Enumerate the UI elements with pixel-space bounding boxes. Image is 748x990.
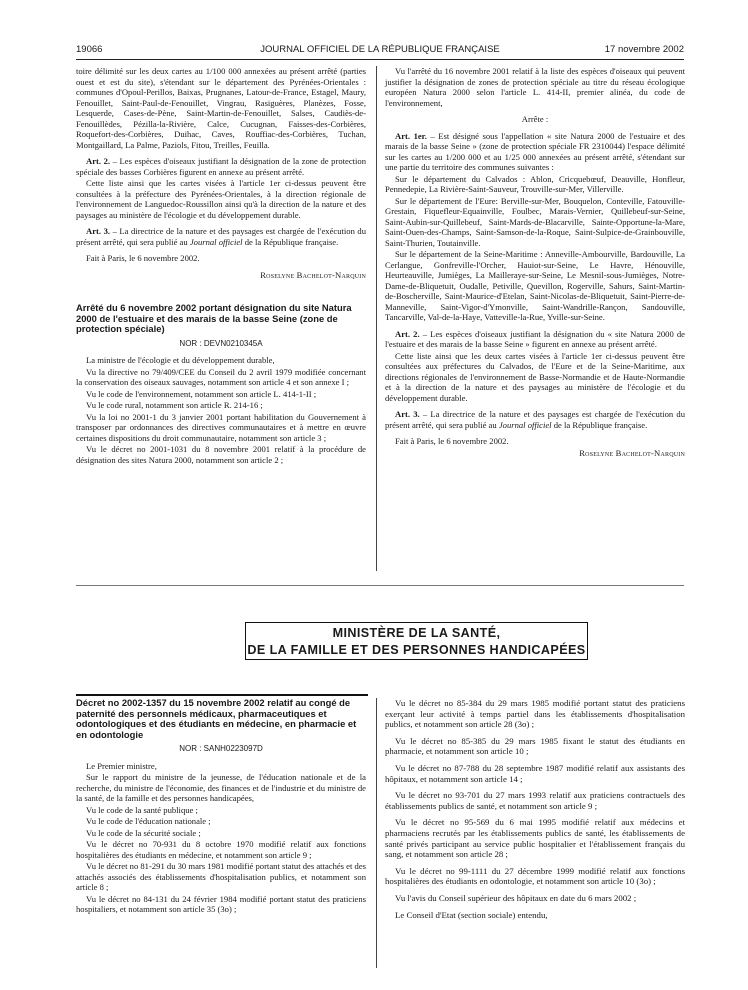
article-label: Art. 3. [86,226,111,236]
visa: Vu le code de la santé publique ; [86,804,198,815]
paragraph: Le Premier ministre, [86,760,157,771]
paragraph: Cette liste ainsi que les cartes visées à l'article 1er ci-dessus peuvent être consultées à la préfecture des Pyrénées-Orientales, à la direction régionale de l'environnement de Languedoc-Roussillon ainsi qu'à la direction de la nature et des paysages au ministère de l'écologie et du développement durable. [76,178,366,220]
article-text: – Est désigné sous l'appellation « site Natura 2000 de l'estuaire et des marais de la basse Seine » (zone de protection spéciale FR 2310044) l'espace délimité sur les cartes au 1/200 000 et au 1/25 000 annexées au présent arrêté, s'étendant sur une partie du territoire des communes suivantes : [385,130,685,172]
arrete-heading: Arrête : [521,114,549,124]
visa: Vu le décret no 87-788 du 28 septembre 1987 modifié relatif aux assistants des hôpitaux, et notamment son article 14 ; [385,762,685,784]
paragraph: toire délimité sur les deux cartes au 1/100 000 annexées au présent arrêté (parties ouest et est du site), s'étendant sur le département des Pyrénées-Orientales : communes d'Opoul-Perillos, Baixas, Prugnanes, Latour-de-France, Estagel, Maury, Fenouillet, Saint-Paul-de-Fenouillet, Vingrau, Rasiguères, Planèzes, Fosse, Lesquerde, Cases-de-Pène, Saint-Martin-de-Fenouillet, Salses, Caudiès-de-Fenouillèdes, Pézilla-la-Rivière, Calce, Cucugnan, Faisses-des-Corbières, Roquefort-des-Corbières, Duihac, Caves, Rouffiac-des-Corbières, Tuchan, Montgaillard, La Palme, Paziols, Fitou, Treilles, Feuilla. [76,66,366,150]
visa: Vu l'arrêté du 16 novembre 2001 relatif à la liste des espèces d'oiseaux qui peuvent justifier la désignation de zones de protection spéciale au titre du réseau écologique européen Natura 2000 selon l'article L. 414-II, premier alinéa, du code de l'environnement, [385,66,685,108]
done-at: Fait à Paris, le 6 novembre 2002. [395,436,509,446]
department-eure: Sur le département de l'Eure: Berville-sur-Mer, Bouquelon, Conteville, Fatouville-Grestain, Fiquefleur-Equainville, Foulbec, Marais-Vernier, Quillebeuf-sur-Seine, Saint-Aubin-sur-Quillebeuf, Saint-Mards-de-Blacarville, Sainte-Opportune-la-Mare, Saint-Ouen-des-Champs, Saint-Samson-de-la-Roque, Saint-Sulpice-de-Grainbouville, Saint-Thurien, Toutainville. [385,195,685,248]
visa: Vu le décret no 2001-1031 du 8 novembre 2001 relatif à la procédure de désignation des sites Natura 2000, notamment son article 2 ; [76,444,366,465]
paragraph: Sur le rapport du ministre de la jeunesse, de l'éducation nationale et de la recherche, du ministre de l'économie, des finances et de l'industrie et du ministre de la santé, de la famille et des personnes handicapées, [76,772,366,803]
page-number: 19066 [76,44,103,55]
title-rule [76,694,368,696]
nor-reference: NOR : DEVN0210345A [179,338,263,348]
visa: Vu le décret no 95-569 du 6 mai 1995 modifié relatif aux médecins et pharmaciens recrutés par les établissements publics de santé, les établissements de santé privés participant au service public hospitalier et l'établissement français du sang, et notamment son article 28 ; [385,817,685,860]
article-text: – La directrice de la nature et des paysages est chargée de l'exécution du présent arrêté, qui sera publié au [385,409,685,430]
visa: Vu le décret no 84-131 du 24 février 1984 modifié portant statut des praticiens hospitaliers, et notamment son article 35 (3o) ; [76,893,366,914]
visa: Vu le code de l'environnement, notamment son article L. 414-1-II ; [86,388,317,399]
article-text: de la République française. [242,236,339,247]
article-label: Art. 2. [86,156,111,166]
header-rule [76,59,684,60]
article-text: de la République française. [551,419,648,430]
left-column-bottom [76,698,366,916]
article-paragraph [385,329,685,350]
visa: Vu le code rural, notamment son article R. 214-16 ; [86,400,263,410]
left-column-top [76,66,366,466]
ministry-line-1: MINISTÈRE DE LA SANTÉ, [332,626,501,640]
visa: Vu le décret no 81-291 du 30 mars 1981 modifié portant statut des attachés et des attachés associés des établissements d'hospitalisation publics, et notamment son article 8 ; [76,861,366,892]
signature: Roselyne Bachelot-Narquin [579,447,685,458]
visa: Vu le décret no 85-384 du 29 mars 1985 modifié portant statut des praticiens exerçant leur activité à temps partiel dans les établissements d'hospitalisation publics, et notamment son article 28 (3o) ; [385,698,685,730]
journal-title: JOURNAL OFFICIEL DE LA RÉPUBLIQUE FRANÇAISE [260,44,500,55]
journal-officiel-italic: Journal officiel [189,236,243,247]
ministry-line-2: DE LA FAMILLE ET DES PERSONNES HANDICAPÉES [247,643,586,657]
journal-officiel-italic: Journal officiel [498,419,552,430]
department-calvados: Sur le département du Calvados : Ablon, Cricquebœuf, Deauville, Honfleur, Pennedepie, La Rivière-Saint-Sauveur, Trouville-sur-Mer, Villerville. [385,173,685,194]
visa: Vu la directive no 79/409/CEE du Conseil du 2 avril 1979 modifiée concernant la conservation des oiseaux sauvages, notamment son article 4 et son annexe I ; [76,366,366,387]
signature: Roselyne Bachelot-Narquin [260,269,366,280]
right-column-bottom [376,698,685,968]
visa: Vu le code de la sécurité sociale ; [86,827,201,838]
paragraph: Le Conseil d'Etat (section sociale) entendu, [395,909,548,920]
article-text: – Les espèces d'oiseaux justifiant la désignation de la zone de protection spéciale des basses Corbières figurent en annexe au présent arrêté. [76,156,366,177]
article-paragraph [76,156,366,177]
arrete-title: Arrêté du 6 novembre 2002 portant désignation du site Natura 2000 de l'estuaire et des marais de la basse Seine (zone de protection spéciale) [76,302,352,334]
done-at: Fait à Paris, le 6 novembre 2002. [86,253,200,263]
paragraph: Cette liste ainsi que les deux cartes visées à l'article 1er ci-dessus peuvent être consultées aux préfectures du Calvados, de l'Eure et de la Seine-Maritime, aux directions régionales de l'environnement de Basse-Normandie et de Haute-Normandie et à la direction de la nature et des paysages au ministère de l'écologie et du développement durable. [385,350,685,403]
article-label: Art. 2. [395,328,420,339]
visa: Vu l'avis du Conseil supérieur des hôpitaux en date du 6 mars 2002 ; [395,892,637,903]
article-text: – Les espèces d'oiseaux justifiant la désignation du « site Natura 2000 de l'estuaire et des marais de la basse Seine » figurent en annexe au présent arrêté. [385,328,685,349]
article-paragraph [385,131,685,173]
right-column-top [376,66,685,571]
visa: Vu la loi no 2001-1 du 3 janvier 2001 portant habilitation du Gouvernement à transposer par ordonnances des directives communautaires et à mettre en œuvre certaines dispositions du droit communautaire, notamment son article 3 ; [76,411,366,443]
article-label: Art. 1er. [395,130,427,141]
issue-date: 17 novembre 2002 [604,44,684,55]
visa: Vu le décret no 93-701 du 27 mars 1993 relatif aux praticiens contractuels des établissements publics de santé, et notamment son article 9 ; [385,790,685,811]
visa: Vu le décret no 70-931 du 8 octobre 1970 modifié relatif aux fonctions hospitalières des étudiants en médecine, et notamment son article 9 ; [76,839,366,860]
decret-title: Décret no 2002-1357 du 15 novembre 2002 relatif au congé de paternité des personnels médicaux, pharmaceutiques et odontologiques et des étudiants en médecine, en pharmacie et en odontologie [76,697,357,740]
article-label: Art. 3. [395,409,420,419]
article-paragraph [76,226,366,247]
visa: Vu le décret no 99-1111 du 27 décembre 1999 modifié relatif aux fonctions hospitalières des étudiants en odontologie, et notamment son article 10 (3o) ; [385,865,685,887]
visa: Vu le décret no 85-385 du 29 mars 1985 fixant le statut des étudiants en pharmacie, et notamment son article 10 ; [385,735,685,757]
article-text: – La directrice de la nature et des paysages est chargée de l'exécution du présent arrêté, qui sera publié au [76,226,367,247]
visa: Vu le code de l'éducation nationale ; [86,816,211,826]
department-seine-maritime: Sur le département de la Seine-Maritime : Anneville-Ambourville, Bardouville, La Cerlangue, Gonfreville-l'Orcher, Hauiot-sur-Seine, Le Havre, Hénouville, Heurteauville, Jumièges, La Mailleraye-sur-Seine, Le Mesnil-sous-Jumièges, Notre-Dame-de-Bliquetuit, Oudalle, Petiville, Quevillon, Rogerville, Sahurs, Saint-Martin-de-Boscherville, Saint-Maurice-d'Etelan, Saint-Nicolas-de-Bliquetuit, Saint-Pierre-de-Manneville, Saint-Vigor-d'Ymonville, Saint-Wandrille-Rançon, Sandouville, Tancarville, Val-de-la-Haye, Vatteville-la-Rue, Yville-sur-Seine. [385,249,685,322]
article-paragraph [385,409,685,430]
visa: La ministre de l'écologie et du développement durable, [86,355,275,365]
nor-reference: NOR : SANH0223097D [179,744,263,753]
section-separator [76,585,684,586]
ministry-heading-box [245,622,588,660]
